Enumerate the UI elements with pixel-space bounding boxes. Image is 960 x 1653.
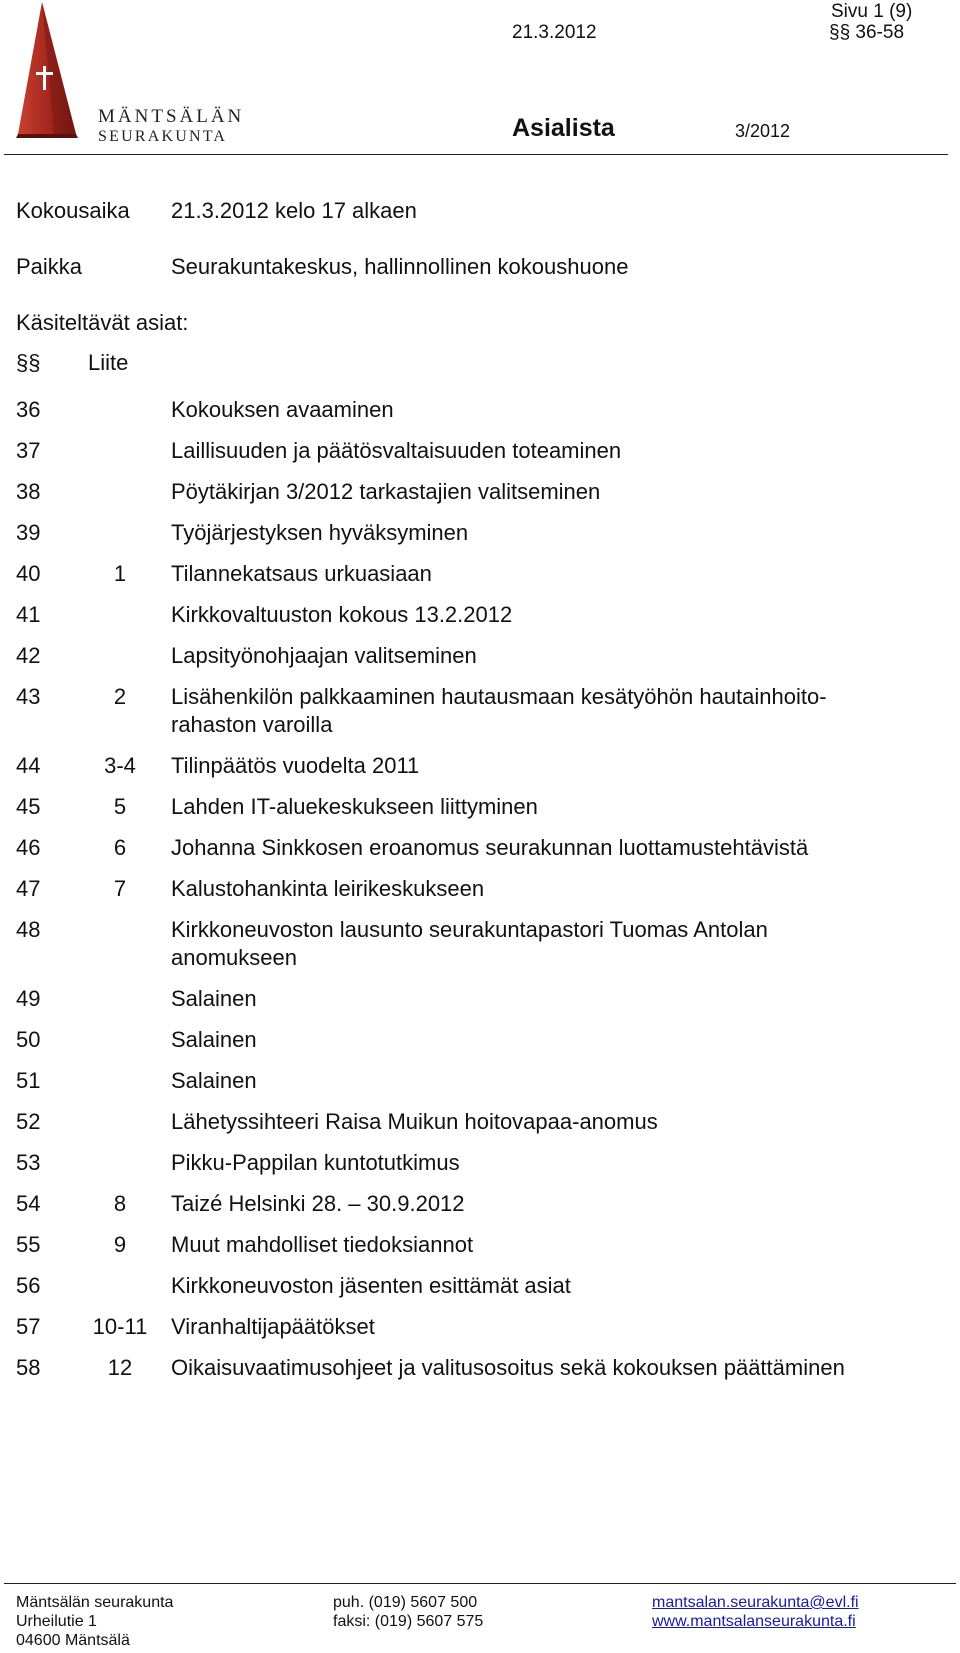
agenda-item bbox=[0, 1272, 960, 1300]
footer-postal: 04600 Mäntsälä bbox=[16, 1632, 130, 1649]
agenda-item bbox=[0, 683, 960, 739]
agenda-item-section-number: 54 bbox=[16, 1191, 41, 1216]
agenda-item-attachment: 7 bbox=[113, 876, 127, 901]
agenda-item-title: Salainen bbox=[171, 986, 257, 1011]
agenda-item-title: Lisähenkilön palkkaaminen hautausmaan kesätyöhön hautainhoito-rahaston varoilla bbox=[171, 684, 827, 737]
header-divider bbox=[4, 154, 948, 155]
agenda-item-title: Taizé Helsinki 28. – 30.9.2012 bbox=[171, 1191, 465, 1216]
section-range: §§ 36-58 bbox=[829, 22, 905, 43]
agenda-item-title: Lapsityönohjaajan valitseminen bbox=[171, 643, 477, 668]
church-spire-logo-icon bbox=[14, 0, 94, 140]
agenda-item-section-number: 58 bbox=[16, 1355, 41, 1380]
agenda-item-title: Kirkkoneuvoston lausunto seurakuntapastori Tuomas Antolan anomukseen bbox=[171, 917, 768, 970]
agenda-item-title: Laillisuuden ja päätösvaltaisuuden toteaminen bbox=[171, 438, 622, 463]
agenda-item-attachment: 2 bbox=[113, 684, 127, 709]
footer-contact bbox=[333, 1593, 483, 1631]
agenda-item bbox=[0, 752, 960, 780]
agenda-item-attachment: 1 bbox=[113, 561, 127, 586]
agenda-item bbox=[0, 1231, 960, 1259]
agenda-item-section-number: 41 bbox=[16, 602, 41, 627]
agenda-item bbox=[0, 1067, 960, 1095]
agenda-item bbox=[0, 642, 960, 670]
agenda-item-section-number: 53 bbox=[16, 1150, 41, 1175]
agenda-item-title: Kirkkoneuvoston jäsenten esittämät asiat bbox=[171, 1273, 571, 1298]
agenda-item-section-number: 42 bbox=[16, 643, 41, 668]
footer-phone: puh. (019) 5607 500 bbox=[333, 1594, 478, 1611]
agenda-item bbox=[0, 916, 960, 972]
agenda-heading: Käsiteltävät asiat: bbox=[16, 310, 189, 335]
agenda-item bbox=[0, 519, 960, 547]
agenda-item-section-number: 51 bbox=[16, 1068, 41, 1093]
agenda-item-title: Pikku-Pappilan kuntotutkimus bbox=[171, 1150, 460, 1175]
agenda-item-title: Oikaisuvaatimusohjeet ja valitusosoitus sekä kokouksen päättäminen bbox=[171, 1355, 845, 1380]
agenda-item bbox=[0, 437, 960, 465]
agenda-item-section-number: 36 bbox=[16, 397, 41, 422]
agenda-item bbox=[0, 1149, 960, 1177]
agenda-item-attachment: 6 bbox=[113, 835, 127, 860]
agenda-item-section-number: 40 bbox=[16, 561, 41, 586]
footer-online bbox=[652, 1593, 859, 1631]
agenda-item-title: Kirkkovaltuuston kokous 13.2.2012 bbox=[171, 602, 513, 627]
agenda-item bbox=[0, 560, 960, 588]
agenda-item-title: Salainen bbox=[171, 1068, 257, 1093]
agenda-item-title: Kalustohankinta leirikeskukseen bbox=[171, 876, 485, 901]
agenda-item-section-number: 43 bbox=[16, 684, 41, 709]
document-title: Asialista bbox=[512, 114, 615, 142]
agenda-item bbox=[0, 1026, 960, 1054]
agenda-item-section-number: 37 bbox=[16, 438, 41, 463]
footer-fax: faksi: (019) 5607 575 bbox=[333, 1613, 484, 1630]
agenda-item-title: Viranhaltijapäätökset bbox=[171, 1314, 375, 1339]
agenda-item-section-number: 55 bbox=[16, 1232, 41, 1257]
agenda-item-title: Johanna Sinkkosen eroanomus seurakunnan luottamustehtävistä bbox=[171, 835, 809, 860]
agenda-item-title: Lähetyssihteeri Raisa Muikun hoitovapaa-anomus bbox=[171, 1109, 658, 1134]
column-header-section: §§ bbox=[16, 350, 41, 375]
agenda-item-section-number: 48 bbox=[16, 917, 41, 942]
agenda-item bbox=[0, 875, 960, 903]
agenda-item bbox=[0, 1313, 960, 1341]
header-date: 21.3.2012 bbox=[512, 22, 597, 43]
agenda-item-attachment: 10-11 bbox=[92, 1314, 148, 1339]
agenda-item-section-number: 38 bbox=[16, 479, 41, 504]
agenda-item bbox=[0, 1190, 960, 1218]
footer-email-link[interactable]: mantsalan.seurakunta@evl.fi bbox=[652, 1594, 859, 1611]
agenda-item bbox=[0, 793, 960, 821]
footer-address bbox=[16, 1593, 173, 1650]
agenda-item-attachment: 8 bbox=[113, 1191, 127, 1216]
document-number: 3/2012 bbox=[735, 121, 791, 141]
agenda-item-section-number: 47 bbox=[16, 876, 41, 901]
footer-street: Urheilutie 1 bbox=[16, 1613, 97, 1630]
agenda-item-section-number: 56 bbox=[16, 1273, 41, 1298]
agenda-item bbox=[0, 1108, 960, 1136]
agenda-item-title: Tilinpäätös vuodelta 2011 bbox=[171, 753, 420, 778]
agenda-item-attachment: 3-4 bbox=[104, 753, 136, 778]
agenda-item-attachment: 12 bbox=[107, 1355, 133, 1380]
agenda-item-title: Lahden IT-aluekeskukseen liittyminen bbox=[171, 794, 538, 819]
meeting-place-value: Seurakuntakeskus, hallinnollinen kokoushuone bbox=[171, 254, 629, 279]
meeting-time-label: Kokousaika bbox=[16, 198, 130, 223]
meeting-place-label: Paikka bbox=[16, 254, 83, 279]
agenda-list bbox=[0, 396, 960, 1395]
agenda-item bbox=[0, 396, 960, 424]
footer-org-name: Mäntsälän seurakunta bbox=[16, 1594, 174, 1611]
parish-logo bbox=[14, 0, 245, 150]
agenda-item bbox=[0, 478, 960, 506]
agenda-item bbox=[0, 985, 960, 1013]
agenda-item-section-number: 39 bbox=[16, 520, 41, 545]
agenda-item-title: Tilannekatsaus urkuasiaan bbox=[171, 561, 432, 586]
agenda-item-section-number: 50 bbox=[16, 1027, 41, 1052]
agenda-item-section-number: 49 bbox=[16, 986, 41, 1011]
agenda-item-title: Salainen bbox=[171, 1027, 257, 1052]
agenda-item-attachment: 5 bbox=[113, 794, 127, 819]
agenda-item-title: Työjärjestyksen hyväksyminen bbox=[171, 520, 469, 545]
agenda-item-section-number: 44 bbox=[16, 753, 41, 778]
agenda-item-title: Muut mahdolliset tiedoksiannot bbox=[171, 1232, 474, 1257]
agenda-item-attachment: 9 bbox=[113, 1232, 127, 1257]
footer-website-link[interactable]: www.mantsalanseurakunta.fi bbox=[652, 1613, 856, 1630]
agenda-item-section-number: 45 bbox=[16, 794, 41, 819]
agenda-item bbox=[0, 1354, 960, 1382]
agenda-item-title: Pöytäkirjan 3/2012 tarkastajien valitseminen bbox=[171, 479, 601, 504]
agenda-item-section-number: 46 bbox=[16, 835, 41, 860]
footer-divider bbox=[4, 1583, 956, 1584]
agenda-item-title: Kokouksen avaaminen bbox=[171, 397, 394, 422]
logo-name-line2: SEURAKUNTA bbox=[98, 128, 228, 145]
agenda-item-section-number: 57 bbox=[16, 1314, 41, 1339]
agenda-item-section-number: 52 bbox=[16, 1109, 41, 1134]
agenda-item bbox=[0, 834, 960, 862]
meeting-time-value: 21.3.2012 kelo 17 alkaen bbox=[171, 198, 417, 223]
column-header-attachment: Liite bbox=[88, 350, 129, 375]
logo-name-line1: MÄNTSÄLÄN bbox=[98, 106, 245, 127]
agenda-item bbox=[0, 601, 960, 629]
page-number: Sivu 1 (9) bbox=[831, 1, 913, 22]
